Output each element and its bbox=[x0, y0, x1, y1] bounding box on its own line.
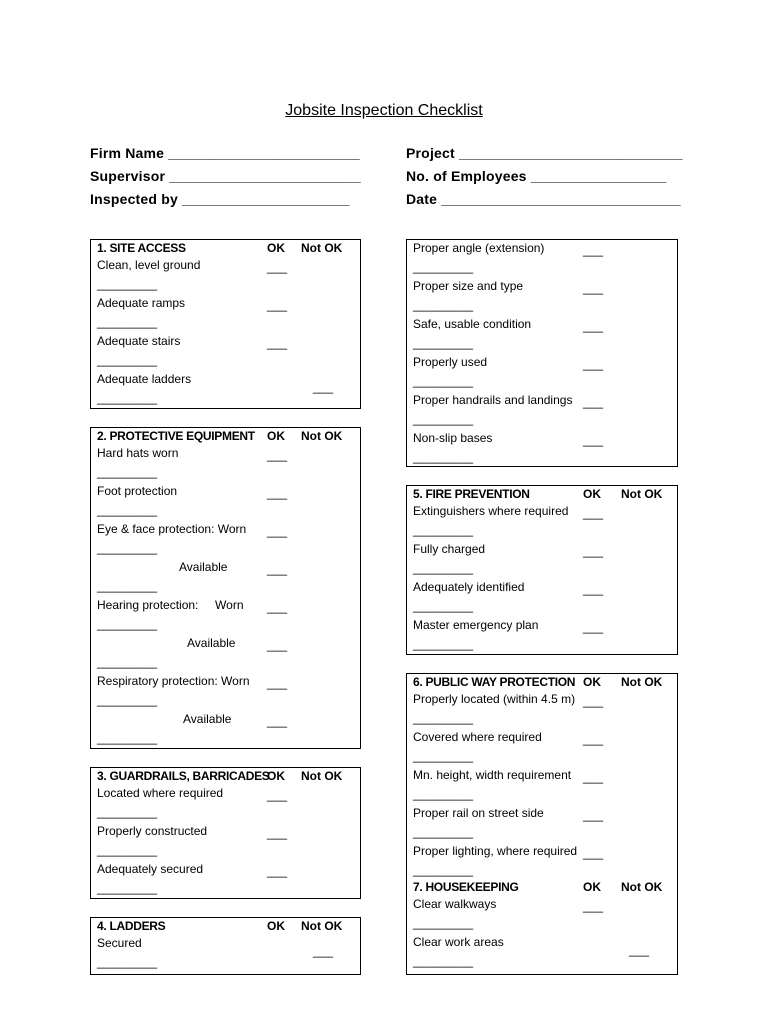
section-public-way-protection bbox=[406, 673, 678, 975]
item-label: Available bbox=[179, 560, 228, 574]
checklist-row bbox=[407, 279, 677, 317]
checklist-row bbox=[407, 542, 677, 580]
section-title: 7. HOUSEKEEPING bbox=[413, 880, 519, 894]
inspected-by-field[interactable]: Inspected by _____________________ bbox=[90, 191, 350, 207]
item-label: Adequately secured bbox=[97, 862, 204, 876]
item-blank-line[interactable]: _________ bbox=[413, 374, 474, 388]
checklist-row bbox=[407, 504, 677, 542]
item-label: Non-slip bases bbox=[413, 431, 493, 445]
section-protective-equipment bbox=[90, 427, 361, 749]
item-blank-line[interactable]: _________ bbox=[97, 731, 158, 745]
ok-blank[interactable]: ___ bbox=[583, 808, 604, 822]
not-ok-column-header: Not OK bbox=[301, 429, 343, 443]
not-ok-blank[interactable]: ___ bbox=[629, 943, 650, 957]
checklist-row bbox=[91, 296, 360, 334]
ok-blank[interactable]: ___ bbox=[267, 336, 288, 350]
section-site-access bbox=[90, 239, 361, 409]
not-ok-column-header: Not OK bbox=[301, 769, 343, 783]
item-label: Properly located (within 4.5 m) bbox=[413, 692, 576, 706]
ok-blank[interactable]: ___ bbox=[583, 582, 604, 596]
ok-blank[interactable]: ___ bbox=[267, 562, 288, 576]
checklist-row bbox=[91, 334, 360, 372]
ok-blank[interactable]: ___ bbox=[267, 600, 288, 614]
ok-blank[interactable]: ___ bbox=[267, 638, 288, 652]
ok-blank[interactable]: ___ bbox=[267, 448, 288, 462]
item-label: Extinguishers where required bbox=[413, 504, 569, 518]
ok-blank[interactable]: ___ bbox=[583, 846, 604, 860]
checklist-row bbox=[91, 258, 360, 296]
section-header bbox=[407, 486, 677, 504]
section-header bbox=[91, 768, 360, 786]
item-label: Covered where required bbox=[413, 730, 542, 744]
checklist-row bbox=[91, 522, 360, 560]
item-blank-line[interactable]: _________ bbox=[97, 579, 158, 593]
checklist-row bbox=[91, 598, 360, 636]
not-ok-column-header: Not OK bbox=[621, 675, 663, 689]
ok-blank[interactable]: ___ bbox=[583, 544, 604, 558]
item-label: Proper size and type bbox=[413, 279, 524, 293]
checklist-row bbox=[91, 560, 360, 598]
ok-blank[interactable]: ___ bbox=[583, 357, 604, 371]
not-ok-blank[interactable]: ___ bbox=[313, 380, 334, 394]
item-label: Adequate ladders bbox=[97, 372, 192, 386]
project-field[interactable]: Project ____________________________ bbox=[406, 145, 683, 161]
section-title: 2. PROTECTIVE EQUIPMENT bbox=[97, 429, 255, 443]
item-blank-line[interactable]: _________ bbox=[97, 353, 158, 367]
section-header bbox=[91, 428, 360, 446]
ok-blank[interactable]: ___ bbox=[267, 864, 288, 878]
item-label: Proper handrails and landings bbox=[413, 393, 573, 407]
section-title: 4. LADDERS bbox=[97, 919, 166, 933]
checklist-row bbox=[407, 317, 677, 355]
checklist-row bbox=[91, 936, 360, 974]
item-blank-line[interactable]: _________ bbox=[97, 541, 158, 555]
checklist-row bbox=[407, 618, 677, 656]
item-label: Safe, usable condition bbox=[413, 317, 532, 331]
checklist-row bbox=[407, 692, 677, 730]
page-title: Jobsite Inspection Checklist bbox=[285, 102, 483, 119]
item-blank-line[interactable]: _________ bbox=[413, 711, 474, 725]
checklist-row bbox=[91, 862, 360, 900]
item-blank-line[interactable]: _________ bbox=[413, 412, 474, 426]
checklist-row bbox=[91, 712, 360, 750]
item-label: Proper rail on street side bbox=[413, 806, 544, 820]
section-title: 6. PUBLIC WAY PROTECTION bbox=[413, 675, 576, 689]
item-label: Properly used bbox=[413, 355, 488, 369]
section-ladders-continued bbox=[406, 239, 678, 467]
item-label: Available bbox=[187, 636, 236, 650]
checklist-row bbox=[407, 897, 677, 935]
section-header bbox=[91, 240, 360, 258]
ok-column-header: OK bbox=[267, 429, 285, 443]
item-blank-line[interactable]: _________ bbox=[97, 655, 158, 669]
date-field[interactable]: Date ______________________________ bbox=[406, 191, 681, 207]
item-label: Respiratory protection: Worn bbox=[97, 674, 250, 688]
item-label: Fully charged bbox=[413, 542, 486, 556]
item-blank-line[interactable]: _________ bbox=[413, 561, 474, 575]
ok-blank[interactable]: ___ bbox=[583, 620, 604, 634]
item-blank-line[interactable]: _________ bbox=[97, 805, 158, 819]
item-label: Adequate ramps bbox=[97, 296, 186, 310]
item-blank-line[interactable]: _________ bbox=[97, 617, 158, 631]
checklist-row bbox=[91, 484, 360, 522]
ok-blank[interactable]: ___ bbox=[267, 714, 288, 728]
ok-column-header: OK bbox=[583, 487, 601, 501]
supervisor-field[interactable]: Supervisor ________________________ bbox=[90, 168, 361, 184]
item-blank-line[interactable]: _________ bbox=[97, 391, 158, 405]
item-blank-line[interactable]: _________ bbox=[413, 749, 474, 763]
checklist-row bbox=[407, 580, 677, 618]
item-blank-line[interactable]: _________ bbox=[413, 523, 474, 537]
ok-column-header: OK bbox=[583, 675, 601, 689]
not-ok-column-header: Not OK bbox=[301, 241, 343, 255]
item-label: Hearing protection: Worn bbox=[97, 598, 244, 612]
item-blank-line[interactable]: _________ bbox=[413, 599, 474, 613]
ok-blank[interactable]: ___ bbox=[583, 243, 604, 257]
ok-column-header: OK bbox=[267, 919, 285, 933]
checklist-row bbox=[91, 372, 360, 410]
section-ladders bbox=[90, 917, 361, 975]
checklist-row bbox=[407, 768, 677, 806]
item-blank-line[interactable]: _________ bbox=[97, 693, 158, 707]
ok-blank[interactable]: ___ bbox=[583, 694, 604, 708]
checklist-row bbox=[91, 786, 360, 824]
item-label: Mn. height, width requirement bbox=[413, 768, 572, 782]
not-ok-column-header: Not OK bbox=[621, 487, 663, 501]
ok-blank[interactable]: ___ bbox=[583, 281, 604, 295]
item-label: Properly constructed bbox=[97, 824, 208, 838]
item-label: Located where required bbox=[97, 786, 224, 800]
checklist-row bbox=[91, 674, 360, 712]
checklist-row bbox=[407, 730, 677, 768]
item-blank-line[interactable]: _________ bbox=[413, 825, 474, 839]
checklist-row bbox=[407, 241, 677, 279]
ok-blank[interactable]: ___ bbox=[267, 524, 288, 538]
item-label: Adequate stairs bbox=[97, 334, 181, 348]
section-header bbox=[407, 674, 677, 692]
item-blank-line[interactable]: _________ bbox=[413, 260, 474, 274]
item-label: Eye & face protection: Worn bbox=[97, 522, 247, 536]
item-blank-line[interactable]: _________ bbox=[413, 336, 474, 350]
section-header-housekeeping bbox=[407, 879, 677, 897]
item-blank-line[interactable]: _________ bbox=[413, 863, 474, 877]
not-ok-column-header: Not OK bbox=[301, 919, 343, 933]
item-label: Master emergency plan bbox=[413, 618, 539, 632]
section-header bbox=[91, 918, 360, 936]
ok-blank[interactable]: ___ bbox=[583, 770, 604, 784]
section-fire-prevention bbox=[406, 485, 678, 655]
ok-blank[interactable]: ___ bbox=[267, 486, 288, 500]
item-label: Clear walkways bbox=[413, 897, 497, 911]
item-blank-line[interactable]: _________ bbox=[413, 298, 474, 312]
item-label: Proper lighting, where required bbox=[413, 844, 578, 858]
not-ok-column-header: Not OK bbox=[621, 880, 663, 894]
item-label: Clear work areas bbox=[413, 935, 504, 949]
item-label: Clean, level ground bbox=[97, 258, 201, 272]
item-label: Proper angle (extension) bbox=[413, 241, 545, 255]
checklist-row bbox=[407, 935, 677, 973]
checklist-row bbox=[91, 636, 360, 674]
ok-blank[interactable]: ___ bbox=[583, 433, 604, 447]
ok-column-header: OK bbox=[583, 880, 601, 894]
employees-field[interactable]: No. of Employees _________________ bbox=[406, 168, 667, 184]
item-blank-line[interactable]: _________ bbox=[413, 954, 474, 968]
checklist-row bbox=[407, 844, 677, 879]
item-label: Adequately identified bbox=[413, 580, 525, 594]
section-title: 1. SITE ACCESS bbox=[97, 241, 186, 255]
section-guardrails bbox=[90, 767, 361, 899]
firm-name-field[interactable]: Firm Name ________________________ bbox=[90, 145, 360, 161]
item-blank-line[interactable]: _________ bbox=[413, 450, 474, 464]
ok-blank[interactable]: ___ bbox=[267, 826, 288, 840]
item-blank-line[interactable]: _________ bbox=[97, 955, 158, 969]
item-blank-line[interactable]: _________ bbox=[97, 843, 158, 857]
checklist-row bbox=[407, 806, 677, 844]
ok-column-header: OK bbox=[267, 769, 285, 783]
item-blank-line[interactable]: _________ bbox=[413, 916, 474, 930]
item-label: Hard hats worn bbox=[97, 446, 179, 460]
ok-blank[interactable]: ___ bbox=[267, 298, 288, 312]
ok-blank[interactable]: ___ bbox=[583, 319, 604, 333]
item-blank-line[interactable]: _________ bbox=[97, 465, 158, 479]
ok-blank[interactable]: ___ bbox=[267, 788, 288, 802]
item-blank-line[interactable]: _________ bbox=[97, 277, 158, 291]
checklist-row bbox=[407, 393, 677, 431]
ok-blank[interactable]: ___ bbox=[267, 676, 288, 690]
not-ok-blank[interactable]: ___ bbox=[313, 944, 334, 958]
ok-blank[interactable]: ___ bbox=[583, 506, 604, 520]
ok-blank[interactable]: ___ bbox=[267, 260, 288, 274]
item-blank-line[interactable]: _________ bbox=[97, 881, 158, 895]
checklist-row bbox=[407, 431, 677, 469]
section-title: 3. GUARDRAILS, BARRICADES bbox=[97, 769, 270, 783]
checklist-row bbox=[407, 355, 677, 393]
item-label: Secured bbox=[97, 936, 142, 950]
item-blank-line[interactable]: _________ bbox=[413, 637, 474, 651]
ok-blank[interactable]: ___ bbox=[583, 732, 604, 746]
ok-column-header: OK bbox=[267, 241, 285, 255]
item-blank-line[interactable]: _________ bbox=[97, 503, 158, 517]
checklist-row bbox=[91, 824, 360, 862]
checklist-row bbox=[91, 446, 360, 484]
item-label: Foot protection bbox=[97, 484, 178, 498]
item-label: Available bbox=[183, 712, 232, 726]
item-blank-line[interactable]: _________ bbox=[413, 787, 474, 801]
section-title: 5. FIRE PREVENTION bbox=[413, 487, 530, 501]
ok-blank[interactable]: ___ bbox=[583, 395, 604, 409]
item-blank-line[interactable]: _________ bbox=[97, 315, 158, 329]
ok-blank[interactable]: ___ bbox=[583, 899, 604, 913]
